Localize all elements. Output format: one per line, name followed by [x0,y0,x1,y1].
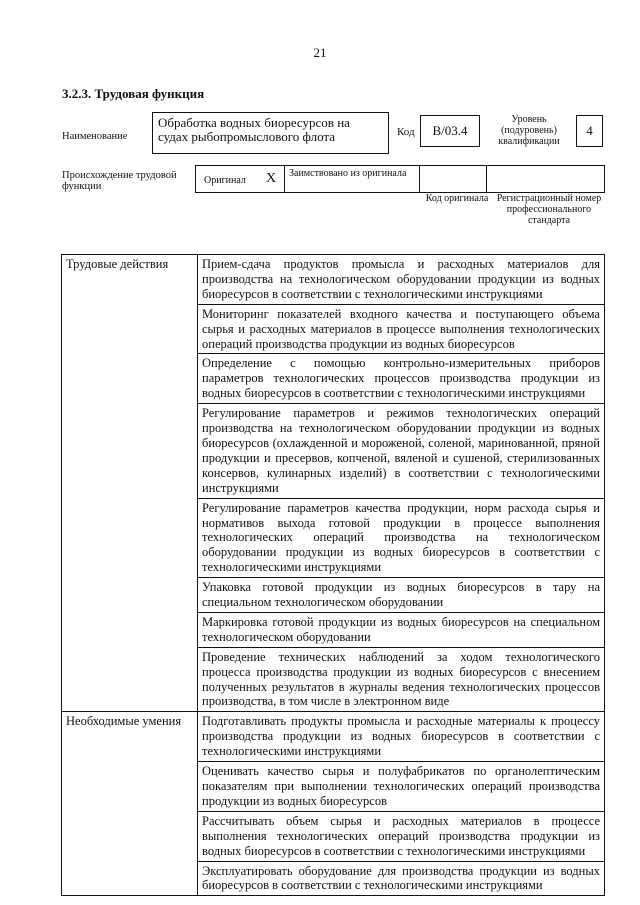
list-item: Мониторинг показателей входного качества и поступающего объема сырья и расходных материалов в процессе выполнения технологических операций производства продукции из водных биоресурсов [198,304,605,354]
table-row [62,255,605,305]
qualification-level-value: 4 [576,115,603,147]
list-item: Рассчитывать объем сырья и расходных материалов в процессе выполнения технологических операций производства продукции из водных биоресурсов в соответствии с технологическими инструкциями [198,811,605,861]
page-number: 21 [313,45,327,60]
list-item: Оценивать качество сырья и полуфабрикатов по органолептическим показателям при выполнении технологических операций производства продукции из водных биоресурсов [198,762,605,812]
original-mark: X [266,171,277,186]
origin-row [195,165,605,193]
borrowed-cell [285,166,420,192]
section-heading: Необходимые умения [62,712,198,896]
section-title: 3.2.3. Трудовая функция [62,86,205,101]
list-item: Регулирование параметров и режимов технологических операций производства на технологическом оборудовании продукции из водных биоресурсов (охлажденной и мороженой, соленой, маринованной, пряной продукции и пресервов, копченой, вяленой и сушеной, стерилизованных консервов, кулинарных изделий) в соответствии с технологическими инструкциями [198,404,605,498]
name-label: Наименование [62,131,128,142]
list-item: Проведение технических наблюдений за ходом технологического процесса производства продукции из водных биоресурсов с внесением полученных результатов в журналы ведения технологических процессов производства, в том числе в электронном виде [198,647,605,712]
origin-label: Происхождение трудовой функции [62,170,177,192]
function-details-table [61,254,605,896]
list-item: Регулирование параметров качества продукции, норм расхода сырья и нормативов выхода готовой продукции в процессе выполнения технологических операций производства на технологическом оборудовании продукции из водных биоресурсов в соответствии с технологическими инструкциями [198,498,605,578]
list-item: Упаковка готовой продукции из водных биоресурсов в тару на специальном технологическом оборудовании [198,578,605,613]
original-code-caption: Код оригинала [425,193,489,204]
list-item: Прием-сдача продуктов промысла и расходных материалов для производства на технологическом оборудовании продукции из водных биоресурсов в соответствии с технологическими инструкциями [198,255,605,305]
original-cell [195,166,285,192]
list-item: Определение с помощью контрольно-измерительных приборов параметров технологических процессов производства продукции из водных биоресурсов в соответствии с технологическими инструкциями [198,354,605,404]
list-item: Подготавливать продукты промысла и расходные материалы к процессу производства продукции из водных биоресурсов в соответствии с технологическими инструкциями [198,712,605,762]
reg-number-cell [487,166,605,192]
list-item: Маркировка готовой продукции из водных биоресурсов на специальном технологическом оборудовании [198,612,605,647]
registration-number-caption: Регистрационный номер профессионального стандарта [496,193,602,226]
original-label: Оригинал [204,175,246,186]
level-label: Уровень (подуровень) квалификации [498,114,560,147]
borrowed-label: Заимствовано из оригинала [289,168,407,179]
code-label: Код [397,126,415,138]
function-name-value: Обработка водных биоресурсов на судах рыбопромыслового флота [152,112,389,154]
table-row [62,712,605,762]
original-code-cell [420,166,487,192]
function-code-value: B/03.4 [420,115,480,147]
list-item: Эксплуатировать оборудование для производства продукции из водных биоресурсов в соответствии с технологическими инструкциями [198,861,605,896]
section-heading: Трудовые действия [62,255,198,712]
